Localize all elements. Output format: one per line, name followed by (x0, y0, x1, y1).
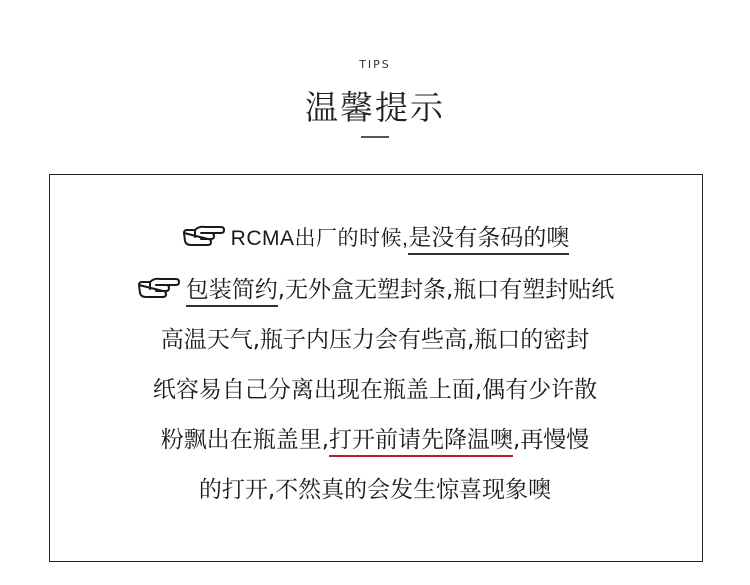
tips-label: TIPS (359, 58, 391, 71)
note-5-prefix: 粉飘出在瓶盖里, (160, 427, 329, 453)
title-divider (361, 136, 389, 138)
note-1-highlight: 是没有条码的噢 (408, 225, 569, 255)
note-line-1 (0, 223, 750, 254)
note-line-3: 高温天气,瓶子内压力会有些高,瓶口的密封 (160, 327, 590, 353)
pointing-hand-icon (136, 276, 180, 300)
pointing-hand-icon (181, 224, 225, 248)
note-2-highlight: 包装简约 (186, 277, 278, 307)
note-line-5 (0, 425, 750, 455)
note-line-2 (0, 275, 750, 305)
note-line-4: 纸容易自己分离出现在瓶盖上面,偶有少许散 (152, 377, 598, 403)
note-2-rest: ,无外盒无塑封条,瓶口有塑封贴纸 (277, 277, 615, 303)
note-5-rest: ,再慢慢 (513, 427, 590, 453)
note-line-6: 的打开,不然真的会发生惊喜现象噢 (198, 477, 552, 503)
page-title: 温馨提示 (305, 88, 445, 127)
note-1-prefix: RCMA出厂的时候, (230, 227, 409, 250)
note-5-highlight: 打开前请先降温噢 (329, 427, 513, 457)
